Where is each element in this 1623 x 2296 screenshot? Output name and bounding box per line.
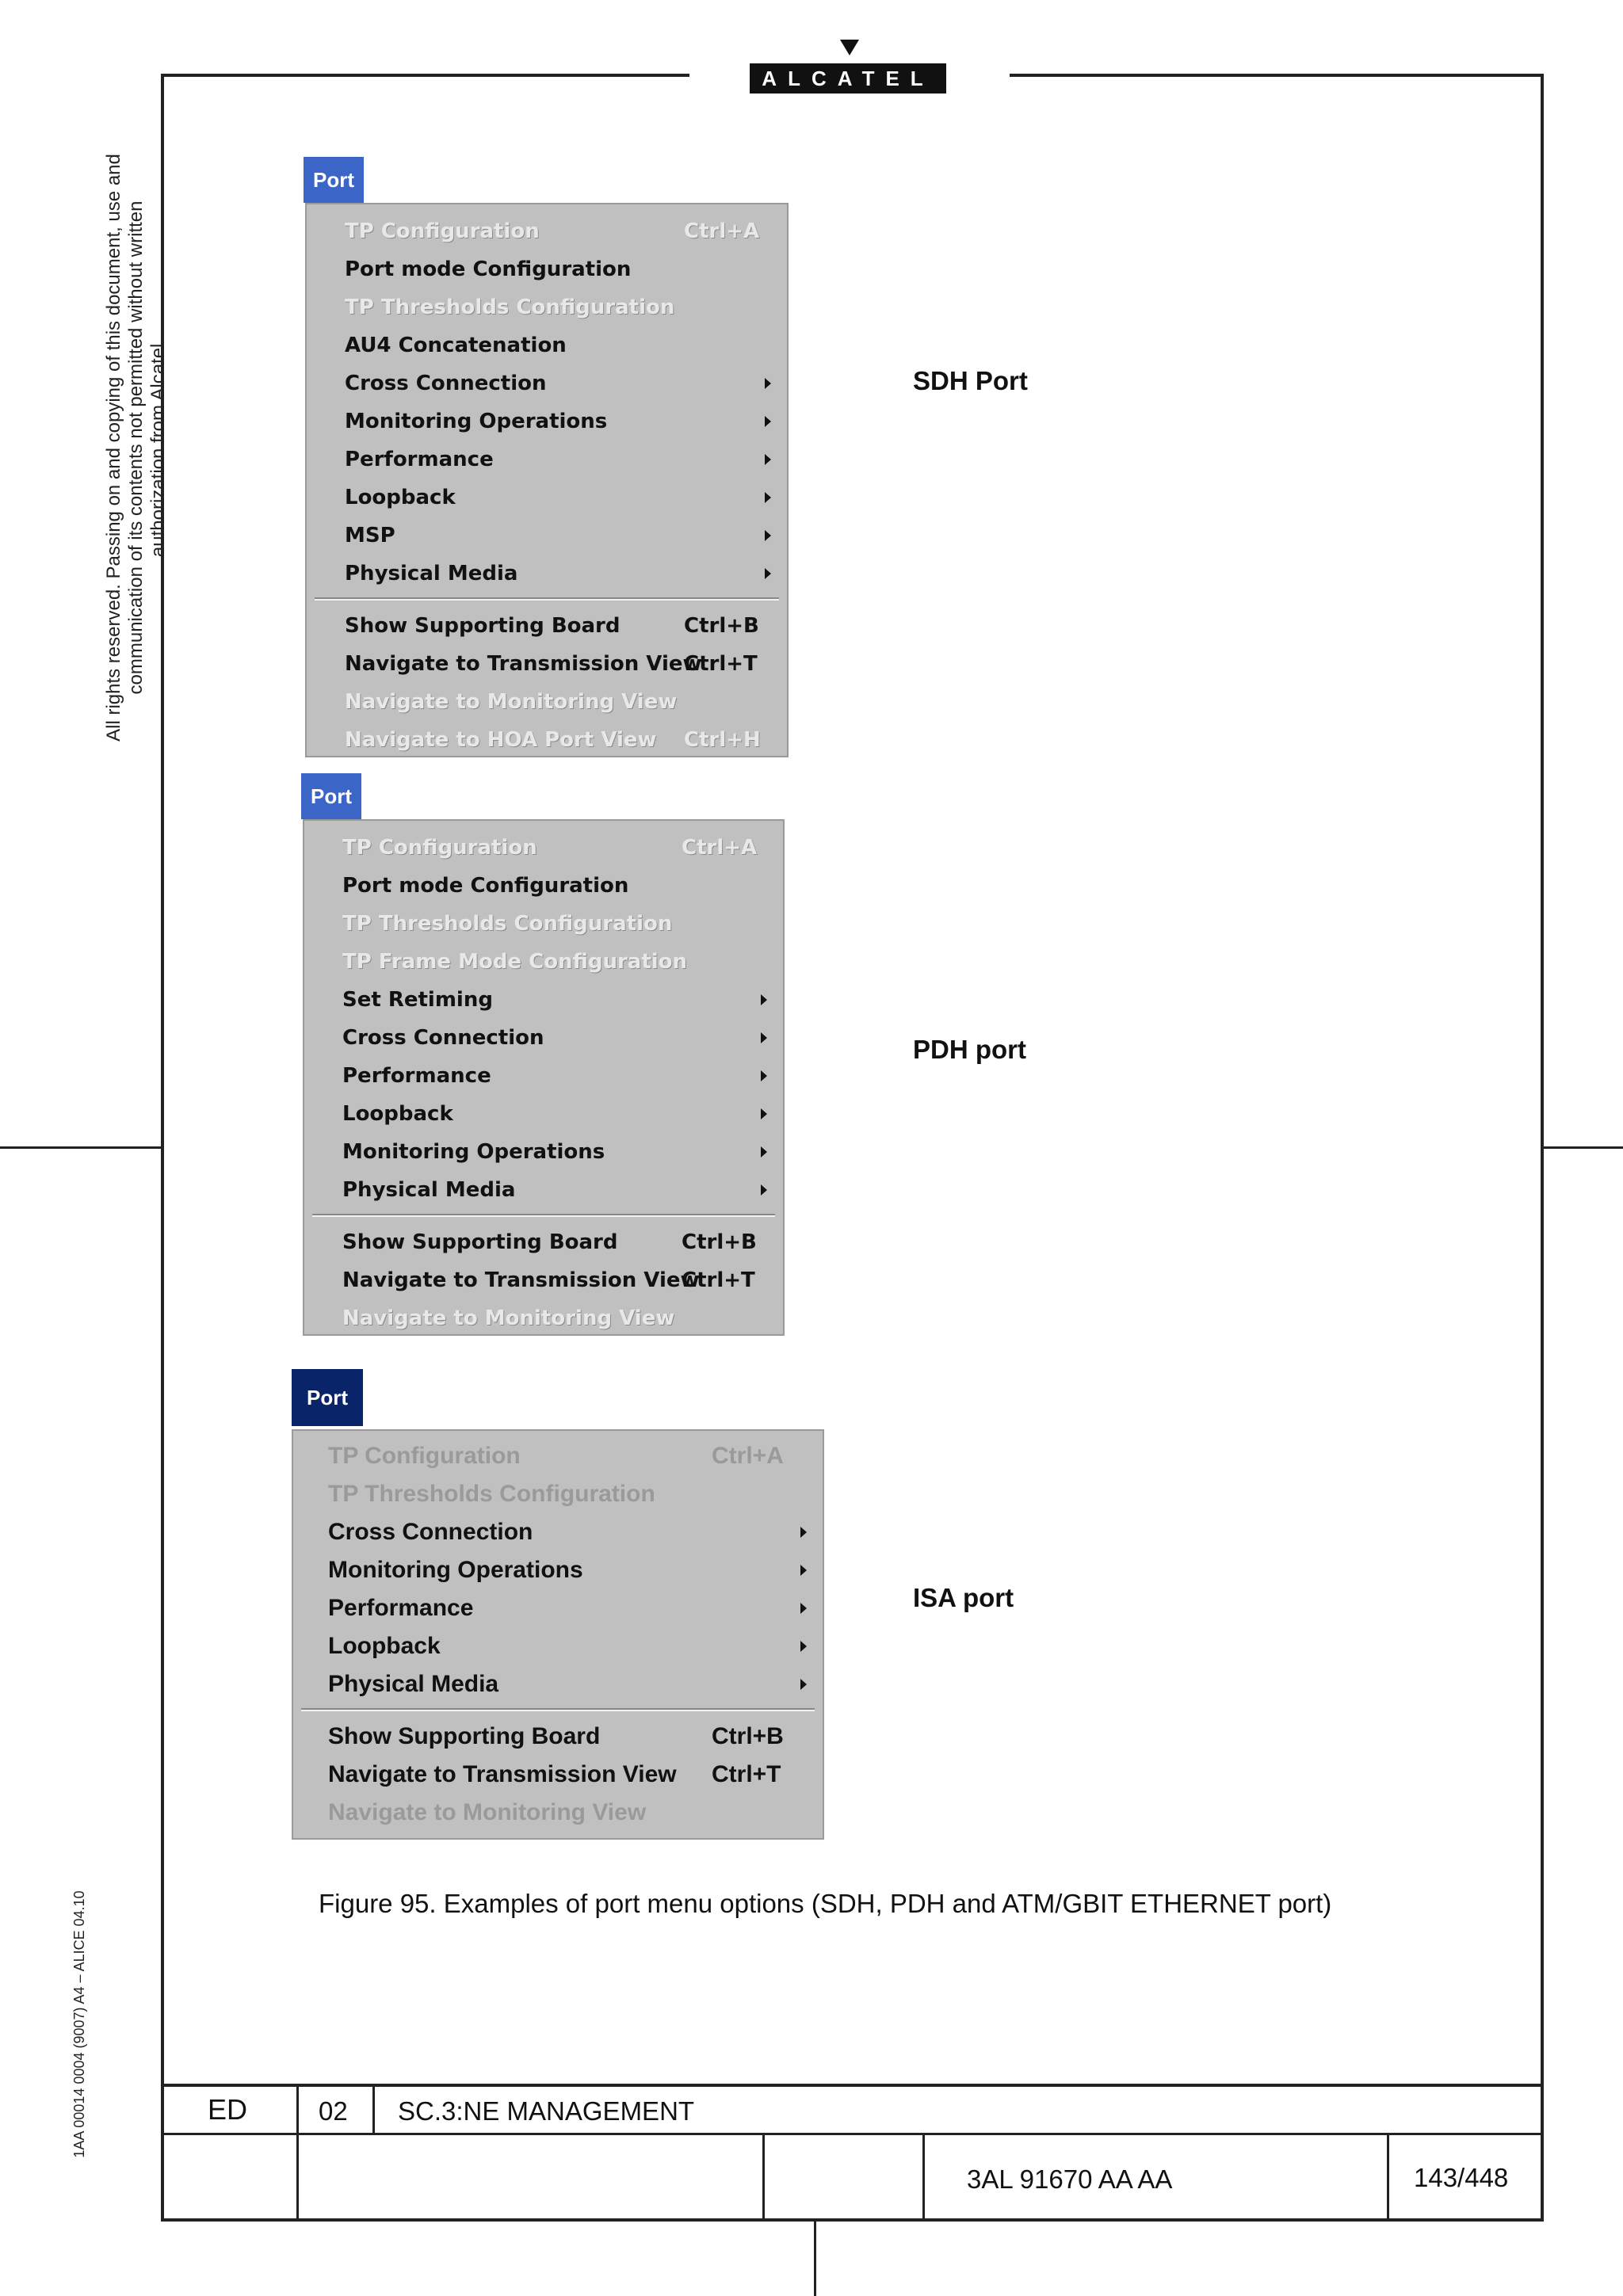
footer-divider: [296, 2084, 299, 2220]
menu-item[interactable]: [307, 288, 787, 326]
menu-separator: [315, 597, 779, 601]
menu-item[interactable]: [304, 1223, 783, 1261]
menu-item[interactable]: [307, 441, 787, 479]
menu-item[interactable]: [307, 250, 787, 288]
footer-doc-code: 3AL 91670 AA AA: [967, 2164, 1173, 2194]
menu-item[interactable]: [293, 1665, 823, 1703]
menu-item[interactable]: [304, 1171, 783, 1209]
port-menu-tab[interactable]: Port: [301, 773, 361, 819]
figure-caption: Figure 95. Examples of port menu options (SDH, PDH and ATM/GBIT ETHERNET port): [319, 1889, 1332, 1918]
frame-line: [161, 74, 689, 77]
menu-item-label: Navigate to HOA Port View: [345, 728, 657, 752]
submenu-arrow-icon: [765, 416, 771, 427]
menu-item-label: Performance: [345, 448, 494, 471]
menu-item[interactable]: [307, 479, 787, 517]
menu-item[interactable]: [307, 645, 787, 683]
menu-item[interactable]: [304, 1261, 783, 1299]
menu-item[interactable]: [293, 1718, 823, 1756]
submenu-arrow-icon: [761, 1146, 767, 1158]
frame-line: [1010, 74, 1544, 77]
port-menu-tab[interactable]: Port: [292, 1369, 363, 1426]
menu-item[interactable]: [304, 943, 783, 981]
menu-caption-pdh: PDH port: [913, 1035, 1026, 1064]
menu-item[interactable]: [293, 1475, 823, 1513]
menu-item-shortcut: Ctrl+B: [712, 1723, 784, 1749]
menu-item-shortcut: Ctrl+B: [684, 614, 759, 638]
menu-item-label: Show Supporting Board: [345, 614, 621, 638]
menu-item[interactable]: [304, 981, 783, 1019]
menu-item[interactable]: [293, 1551, 823, 1589]
footer-ed-label: ED: [208, 2093, 248, 2126]
menu-item-label: Navigate to Transmission View: [345, 652, 702, 676]
menu-item[interactable]: [304, 1133, 783, 1171]
fold-mark: [0, 1146, 161, 1149]
menu-item-label: TP Thresholds Configuration: [345, 296, 675, 319]
menu-item-label: AU4 Concatenation: [345, 334, 567, 357]
menu-item-label: TP Frame Mode Configuration: [342, 950, 688, 974]
menu-item-label: Loopback: [345, 486, 456, 509]
menu-item-label: Loopback: [328, 1633, 441, 1659]
fold-mark: [1544, 1146, 1623, 1149]
menu-item[interactable]: [293, 1513, 823, 1551]
footer-page-number: 143/448: [1414, 2163, 1509, 2192]
menu-item-label: Loopback: [342, 1102, 453, 1126]
menu-item-label: Monitoring Operations: [342, 1140, 605, 1164]
menu-item-label: Port mode Configuration: [342, 874, 629, 898]
submenu-arrow-icon: [800, 1679, 807, 1690]
menu-item-label: Physical Media: [328, 1671, 499, 1697]
menu-item-label: TP Configuration: [345, 219, 540, 243]
menu-item-shortcut: Ctrl+B: [682, 1230, 757, 1254]
menu-item-label: Port mode Configuration: [345, 257, 632, 281]
menu-item-label: Navigate to Transmission View: [328, 1761, 677, 1787]
menu-item-label: Cross Connection: [328, 1519, 533, 1545]
menu-item-label: Navigate to Monitoring View: [328, 1799, 647, 1825]
menu-item-label: Performance: [342, 1064, 491, 1088]
menu-item-label: MSP: [345, 524, 395, 547]
submenu-arrow-icon: [800, 1565, 807, 1576]
submenu-arrow-icon: [761, 1108, 767, 1119]
menu-item-label: Navigate to Monitoring View: [342, 1306, 675, 1330]
port-menu-tab[interactable]: Port: [304, 157, 364, 203]
menu-item[interactable]: [307, 212, 787, 250]
menu-item-label: Performance: [328, 1595, 474, 1621]
menu-item-label: Monitoring Operations: [328, 1557, 583, 1583]
menu-item-label: Navigate to Transmission View: [342, 1268, 700, 1292]
footer-ed-value: 02: [319, 2096, 348, 2126]
menu-item-label: TP Configuration: [328, 1443, 521, 1469]
submenu-arrow-icon: [765, 492, 771, 503]
menu-item-label: Show Supporting Board: [328, 1723, 601, 1749]
footer-divider: [762, 2134, 765, 2220]
submenu-arrow-icon: [800, 1527, 807, 1538]
menu-caption-isa: ISA port: [913, 1583, 1014, 1612]
menu-item-label: Physical Media: [345, 562, 518, 585]
alcatel-logo: ALCATEL: [750, 63, 946, 93]
menu-item-label: TP Configuration: [342, 836, 537, 860]
menu-item[interactable]: [307, 326, 787, 364]
menu-item-shortcut: Ctrl+A: [684, 219, 760, 243]
submenu-arrow-icon: [765, 378, 771, 389]
menu-item[interactable]: [304, 905, 783, 943]
fold-mark: [814, 2221, 816, 2296]
menu-item[interactable]: [307, 364, 787, 402]
menu-item[interactable]: [307, 555, 787, 593]
menu-item-label: TP Thresholds Configuration: [342, 912, 673, 936]
copyright-note: All rights reserved. Passing on and copying of this document, use and communication of its contents not permitted without written authorization from Alcatel.: [103, 154, 169, 742]
footer-divider: [372, 2084, 375, 2134]
menu-item[interactable]: [307, 683, 787, 721]
footer-rule: [161, 2133, 1544, 2135]
menu-item[interactable]: [304, 1019, 783, 1057]
submenu-arrow-icon: [761, 1070, 767, 1081]
menu-item[interactable]: [293, 1437, 823, 1475]
menu-item[interactable]: [304, 1057, 783, 1095]
menu-item-label: TP Thresholds Configuration: [328, 1481, 655, 1507]
logo-triangle-icon: [840, 40, 859, 55]
port-menu-isa: [292, 1429, 824, 1840]
menu-separator: [312, 1214, 775, 1217]
menu-item[interactable]: [307, 517, 787, 555]
form-code: 1AA 00014 0004 (9007) A4 – ALICE 04.10: [71, 1890, 87, 2158]
submenu-arrow-icon: [800, 1641, 807, 1652]
submenu-arrow-icon: [765, 454, 771, 465]
menu-item[interactable]: [293, 1756, 823, 1794]
menu-item-label: Cross Connection: [345, 372, 547, 395]
menu-item[interactable]: [304, 829, 783, 867]
menu-item[interactable]: [304, 867, 783, 905]
menu-item-label: Navigate to Monitoring View: [345, 690, 678, 714]
menu-item[interactable]: [304, 1299, 783, 1337]
submenu-arrow-icon: [761, 1184, 767, 1196]
submenu-arrow-icon: [765, 568, 771, 579]
menu-item-shortcut: Ctrl+T: [712, 1761, 781, 1787]
menu-item[interactable]: [307, 607, 787, 645]
menu-item-shortcut: Ctrl+T: [682, 1268, 755, 1292]
footer-divider: [1387, 2134, 1389, 2220]
menu-item[interactable]: [293, 1589, 823, 1627]
menu-item-shortcut: Ctrl+T: [684, 652, 758, 676]
submenu-arrow-icon: [761, 1032, 767, 1043]
menu-item-label: Set Retiming: [342, 988, 493, 1012]
menu-item[interactable]: [307, 402, 787, 441]
menu-item-label: Show Supporting Board: [342, 1230, 618, 1254]
menu-item[interactable]: [307, 721, 787, 759]
submenu-arrow-icon: [761, 994, 767, 1005]
menu-caption-sdh: SDH Port: [913, 366, 1028, 395]
port-menu-sdh: [305, 203, 789, 757]
submenu-arrow-icon: [800, 1603, 807, 1614]
menu-item-shortcut: Ctrl+A: [712, 1443, 784, 1469]
footer-rule: [161, 2084, 1544, 2087]
port-menu-pdh: [303, 819, 785, 1336]
menu-separator: [301, 1708, 815, 1711]
menu-item-label: Physical Media: [342, 1178, 516, 1202]
menu-item-label: Cross Connection: [342, 1026, 544, 1050]
menu-item-shortcut: Ctrl+A: [682, 836, 758, 860]
menu-item[interactable]: [293, 1794, 823, 1832]
menu-item[interactable]: [293, 1627, 823, 1665]
footer-rule: [161, 2218, 1544, 2222]
menu-item-label: Monitoring Operations: [345, 410, 608, 433]
submenu-arrow-icon: [765, 530, 771, 541]
menu-item-shortcut: Ctrl+H: [684, 728, 761, 752]
footer-section: SC.3:NE MANAGEMENT: [398, 2096, 695, 2126]
footer-divider: [922, 2134, 925, 2220]
menu-item[interactable]: [304, 1095, 783, 1133]
